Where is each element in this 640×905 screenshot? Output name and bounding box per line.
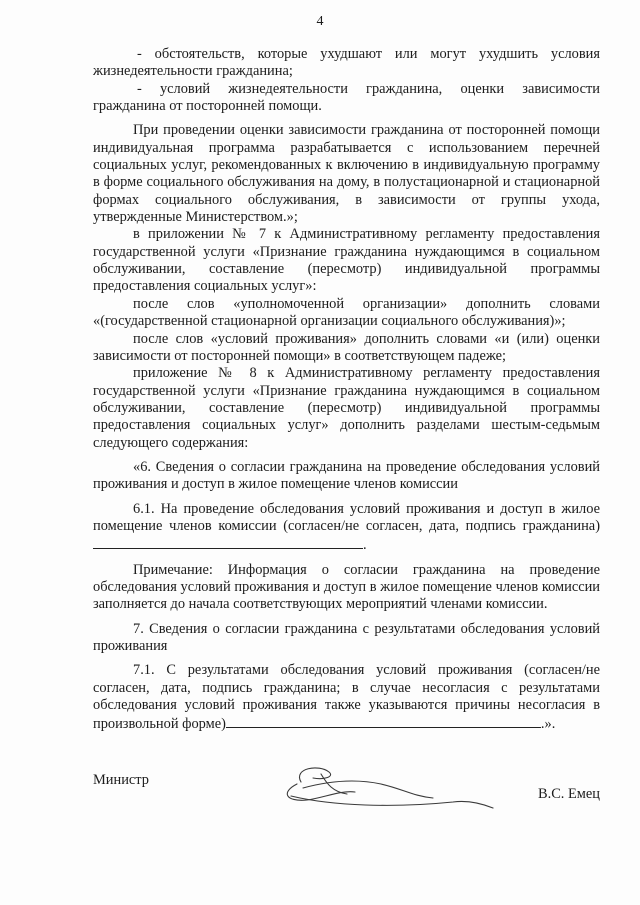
opinion-blank-line xyxy=(226,714,541,728)
note-paragraph: Примечание: Информация о согласии гражданина на проведение обследования условий проживания и доступ в жилое помещение членов комиссии заполняется до начала соответствующих мероприятий членами комиссии. xyxy=(93,561,600,613)
item-6-1 xyxy=(93,501,600,555)
signatory-title: Министр xyxy=(93,772,149,788)
paragraph: При проведении оценки зависимости гражданина от посторонней помощи индивидуальная программа разрабатывается с использованием перечней социальных услуг, рекомендованных к включению в индивидуальную программу в форме социального обслуживания на дому, в полустационарной и стационарной формах социального обслуживания, в зависимости от группы ухода, утвержденные Министерством.»; xyxy=(93,122,600,226)
signature-blank-line xyxy=(93,535,363,549)
paragraph: приложение № 8 к Административному регламенту предоставления государственной услуги «Признание гражданина нуждающимся в социальном обслуживании, составление (пересмотр) индивидуальной программы предоставления социальных услуг» дополнить разделами шестым-седьмым следующего содержания: xyxy=(93,365,600,451)
item-7-1-text: 7.1. С результатами обследования условий проживания (согласен/не согласен, дата, подпись гражданина; в случае несогласия с результатами обследования условий проживания также указываются причины несогласия в произвольной форме) xyxy=(93,662,600,733)
item-7-1-end: .». xyxy=(540,716,556,733)
page-number: 4 xyxy=(316,14,324,29)
item-6-1-end: . xyxy=(363,537,367,554)
item-7-1 xyxy=(93,662,600,733)
paragraph: после слов «условий проживания» дополнить словами «и (или) оценки зависимости от посторонней помощи» в соответствующем падеже; xyxy=(93,330,600,364)
item-6-1-text: 6.1. На проведение обследования условий проживания и доступ в жилое помещение членов комиссии (согласен/не согласен, дата, подпись гражданина) xyxy=(93,500,600,534)
section-6-heading: «6. Сведения о согласии гражданина на проведение обследования условий проживания и доступ в жилое помещение членов комиссии xyxy=(93,458,600,493)
paragraph: - условий жизнедеятельности гражданина, оценки зависимости гражданина от посторонней помощи. xyxy=(93,80,600,115)
section-7-heading: 7. Сведения о согласии гражданина с результатами обследования условий проживания xyxy=(93,620,600,654)
document-body xyxy=(93,46,600,734)
paragraph: в приложении № 7 к Административному регламенту предоставления государственной услуги «Признание гражданина нуждающимся в социальном обслуживании, составление (пересмотр) индивидуальной программы предоставления социальных услуг»: xyxy=(93,226,600,295)
paragraph: - обстоятельств, которые ухудшают или могут ухудшить условия жизнедеятельности гражданина; xyxy=(93,46,600,80)
handwritten-signature xyxy=(263,762,503,814)
paragraph: после слов «уполномоченной организации» дополнить словами «(государственной стационарной организации социального обслуживания)»; xyxy=(93,295,600,330)
signatory-name: В.С. Емец xyxy=(538,786,600,802)
